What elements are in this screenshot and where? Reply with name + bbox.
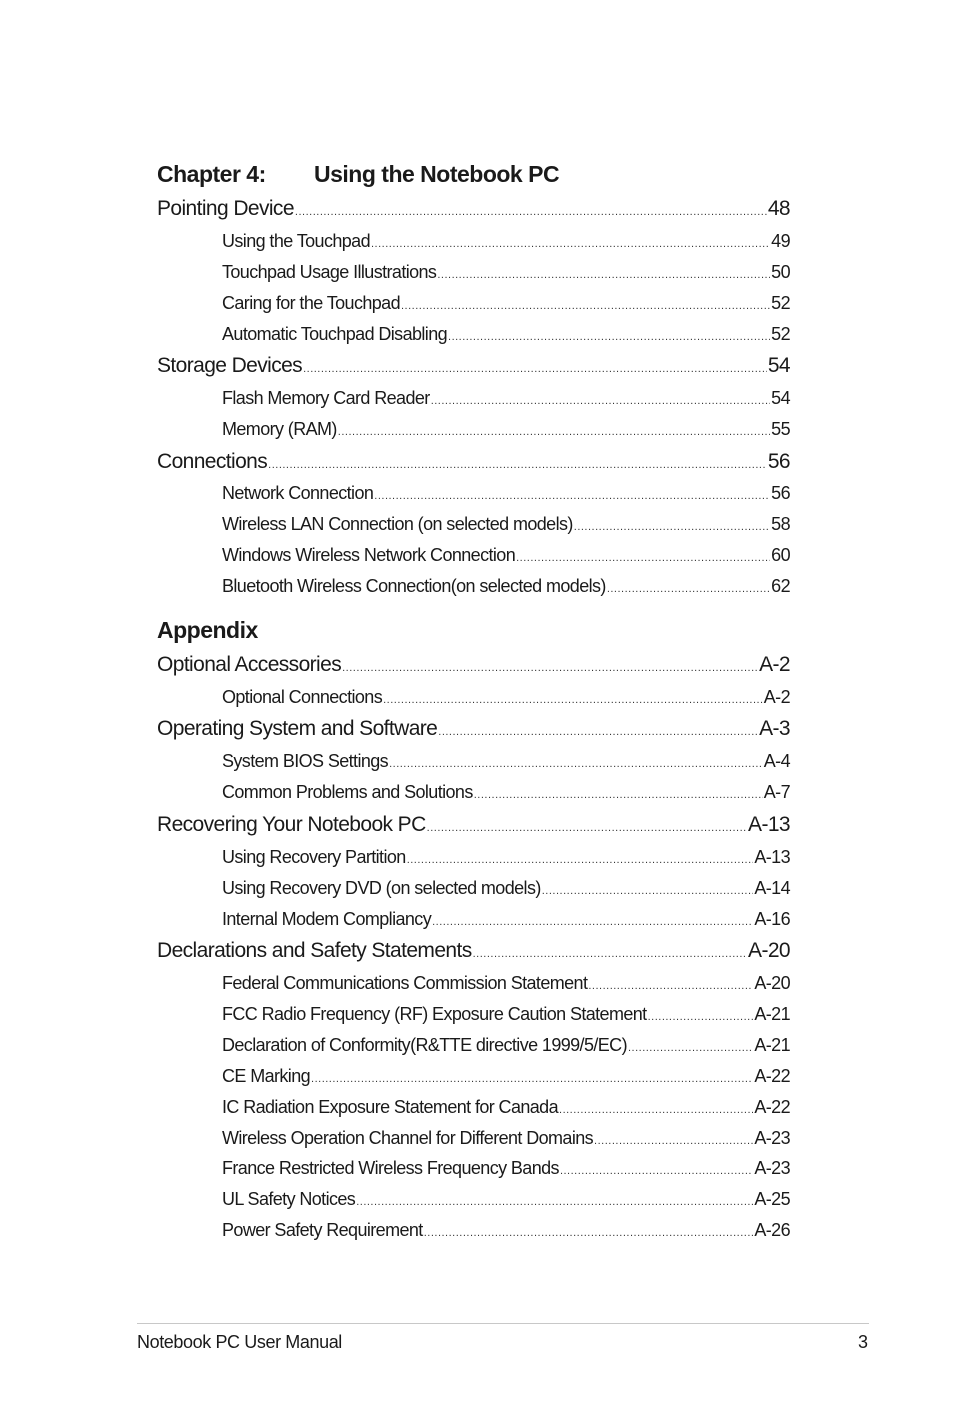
toc-entry-page: A-25 bbox=[754, 1189, 790, 1209]
toc-entry-optional-connections[interactable] bbox=[222, 687, 790, 708]
toc-entry-wireless-channel[interactable] bbox=[222, 1128, 790, 1149]
toc-entry-label: Using Recovery DVD (on selected models) bbox=[222, 878, 541, 898]
dot-leader bbox=[401, 300, 770, 312]
toc-entry-label: Optional Connections bbox=[222, 687, 383, 707]
dot-leader bbox=[432, 916, 753, 928]
dot-leader bbox=[389, 758, 763, 770]
toc-entry-label: FCC Radio Frequency (RF) Exposure Caution Statement bbox=[222, 1004, 647, 1024]
toc-entry-recovering[interactable] bbox=[157, 813, 790, 837]
toc-entry-page: 52 bbox=[771, 293, 790, 313]
toc-entry-flash-card-reader[interactable] bbox=[222, 388, 790, 409]
toc-entry-connections[interactable] bbox=[157, 450, 790, 474]
toc-entry-label: Pointing Device bbox=[157, 197, 294, 220]
toc-entry-storage-devices[interactable] bbox=[157, 354, 790, 378]
toc-entry-label: Connections bbox=[157, 450, 268, 473]
toc-entry-bios-settings[interactable] bbox=[222, 751, 790, 772]
toc-entry-label: Using Recovery Partition bbox=[222, 847, 406, 867]
toc-entry-label: Wireless Operation Channel for Different Domains bbox=[222, 1128, 594, 1148]
toc-entry-page: 48 bbox=[767, 197, 790, 220]
toc-entry-page: A-22 bbox=[754, 1097, 790, 1117]
toc-entry-caring-touchpad[interactable] bbox=[222, 293, 790, 314]
toc-entry-label: Internal Modem Compliancy bbox=[222, 909, 432, 929]
toc-entry-windows-wireless[interactable] bbox=[222, 545, 790, 566]
toc-entry-page: 56 bbox=[771, 483, 790, 503]
toc-entry-page: 62 bbox=[771, 576, 790, 596]
toc-entry-touchpad-usage[interactable] bbox=[222, 262, 790, 283]
toc-entry-page: 58 bbox=[771, 514, 790, 534]
toc-entry-recovery-dvd[interactable] bbox=[222, 878, 790, 899]
toc-entry-label: Network Connection bbox=[222, 483, 374, 503]
toc-entry-auto-touchpad-disabling[interactable] bbox=[222, 324, 790, 345]
toc-entry-page: A-4 bbox=[763, 751, 790, 771]
toc-entry-using-touchpad[interactable] bbox=[222, 231, 790, 252]
toc-entry-label: Operating System and Software bbox=[157, 717, 438, 740]
toc-entry-label: Wireless LAN Connection (on selected models) bbox=[222, 514, 573, 534]
toc-entry-label: Caring for the Touchpad bbox=[222, 293, 400, 313]
footer-manual-title: Notebook PC User Manual bbox=[137, 1332, 342, 1352]
dot-leader bbox=[437, 269, 770, 281]
toc-entry-page: A-16 bbox=[754, 909, 790, 929]
chapter-number: Chapter 4: bbox=[157, 161, 266, 187]
toc-entry-os-software[interactable] bbox=[157, 717, 790, 741]
dot-leader bbox=[542, 885, 754, 897]
toc-entry-page: 49 bbox=[771, 231, 790, 251]
toc-entry-page: A-2 bbox=[759, 653, 790, 676]
dot-leader bbox=[338, 426, 770, 438]
dot-leader bbox=[448, 331, 770, 343]
toc-entry-label: CE Marking bbox=[222, 1066, 311, 1086]
dot-leader bbox=[427, 822, 747, 834]
toc-entry-page: A-23 bbox=[754, 1128, 790, 1148]
toc-entry-optional-accessories[interactable] bbox=[157, 653, 790, 677]
toc-entry-page: 56 bbox=[767, 450, 790, 473]
toc-entry-declarations[interactable] bbox=[157, 939, 790, 963]
toc-entry-page: A-2 bbox=[763, 687, 790, 707]
toc-entry-page: A-21 bbox=[754, 1035, 790, 1055]
toc-entry-page: 60 bbox=[771, 545, 790, 565]
toc-entry-fcc-statement[interactable] bbox=[222, 973, 790, 994]
toc-entry-label: Common Problems and Solutions bbox=[222, 782, 473, 802]
toc-entry-label: Touchpad Usage Illustrations bbox=[222, 262, 437, 282]
toc-entry-network-connection[interactable] bbox=[222, 483, 790, 504]
toc-entry-declaration-conformity[interactable] bbox=[222, 1035, 790, 1056]
toc-entry-label: Automatic Touchpad Disabling bbox=[222, 324, 448, 344]
dot-leader bbox=[424, 1227, 754, 1239]
dot-leader bbox=[383, 694, 763, 706]
toc-entry-label: IC Radiation Exposure Statement for Canada bbox=[222, 1097, 559, 1117]
dot-leader bbox=[342, 662, 758, 674]
toc-entry-pointing-device[interactable] bbox=[157, 197, 790, 221]
toc-entry-label: System BIOS Settings bbox=[222, 751, 389, 771]
toc-entry-page: A-22 bbox=[754, 1066, 790, 1086]
appendix-title: Appendix bbox=[157, 617, 258, 643]
toc-entry-label: Memory (RAM) bbox=[222, 419, 337, 439]
toc-entry-page: 55 bbox=[771, 419, 790, 439]
toc-entry-page: A-3 bbox=[759, 717, 790, 740]
toc-entry-page: 54 bbox=[771, 388, 790, 408]
toc-entry-label: Using the Touchpad bbox=[222, 231, 370, 251]
toc-entry-recovery-partition[interactable] bbox=[222, 847, 790, 868]
dot-leader bbox=[303, 363, 767, 375]
toc-entry-label: Recovering Your Notebook PC bbox=[157, 813, 426, 836]
dot-leader bbox=[474, 789, 763, 801]
toc-entry-page: 50 bbox=[771, 262, 790, 282]
toc-entry-label: Power Safety Requirement bbox=[222, 1220, 423, 1240]
dot-leader bbox=[588, 980, 753, 992]
dot-leader bbox=[516, 552, 770, 564]
dot-leader bbox=[356, 1196, 753, 1208]
toc-entry-label: Optional Accessories bbox=[157, 653, 342, 676]
toc-entry-label: Federal Communications Commission Statement bbox=[222, 973, 588, 993]
chapter-title: Using the Notebook PC bbox=[314, 161, 560, 187]
dot-leader bbox=[374, 490, 770, 502]
toc-entry-page: A-13 bbox=[754, 847, 790, 867]
dot-leader bbox=[268, 459, 767, 471]
dot-leader bbox=[431, 395, 770, 407]
toc-entry-ce-marking[interactable] bbox=[222, 1066, 790, 1087]
dot-leader bbox=[559, 1104, 753, 1116]
toc-entry-fcc-rf-exposure[interactable] bbox=[222, 1004, 790, 1025]
toc-entry-label: Bluetooth Wireless Connection(on selected models) bbox=[222, 576, 606, 596]
chapter-title-wrap bbox=[314, 161, 559, 188]
toc-entry-page: A-23 bbox=[754, 1158, 790, 1178]
toc-entry-common-problems[interactable] bbox=[222, 782, 790, 803]
toc-entry-label: Storage Devices bbox=[157, 354, 303, 377]
dot-leader bbox=[594, 1135, 753, 1147]
dot-leader bbox=[407, 854, 754, 866]
toc-entry-page: A-20 bbox=[754, 973, 790, 993]
toc-entry-label: Declaration of Conformity(R&TTE directive 1999/5/EC) bbox=[222, 1035, 627, 1055]
toc-entry-france-restricted[interactable] bbox=[222, 1158, 790, 1179]
toc-entry-page: A-21 bbox=[754, 1004, 790, 1024]
dot-leader bbox=[628, 1042, 753, 1054]
toc-entry-ic-radiation[interactable] bbox=[222, 1097, 790, 1118]
toc-entry-label: Flash Memory Card Reader bbox=[222, 388, 430, 408]
toc-entry-wireless-lan[interactable] bbox=[222, 514, 790, 535]
footer-page-number: 3 bbox=[857, 1332, 868, 1352]
toc-entry-label: France Restricted Wireless Frequency Bands bbox=[222, 1158, 559, 1178]
toc-entry-page: A-13 bbox=[748, 813, 790, 836]
dot-leader bbox=[473, 948, 747, 960]
toc-entry-memory-ram[interactable] bbox=[222, 419, 790, 440]
dot-leader bbox=[607, 583, 770, 595]
toc-entry-page: 52 bbox=[771, 324, 790, 344]
appendix-heading bbox=[157, 617, 258, 644]
toc-entry-label: Windows Wireless Network Connection bbox=[222, 545, 516, 565]
toc-entry-ul-safety[interactable] bbox=[222, 1189, 790, 1210]
toc-entry-page: 54 bbox=[767, 354, 790, 377]
dot-leader bbox=[648, 1011, 754, 1023]
dot-leader bbox=[438, 726, 758, 738]
toc-entry-page: A-14 bbox=[754, 878, 790, 898]
toc-entry-power-safety[interactable] bbox=[222, 1220, 790, 1241]
toc-entry-modem-compliancy[interactable] bbox=[222, 909, 790, 930]
chapter-heading bbox=[157, 161, 266, 188]
dot-leader bbox=[311, 1073, 753, 1085]
toc-entry-page: A-7 bbox=[763, 782, 790, 802]
dot-leader bbox=[371, 238, 770, 250]
dot-leader bbox=[560, 1165, 753, 1177]
toc-entry-page: A-20 bbox=[748, 939, 790, 962]
toc-entry-page: A-26 bbox=[754, 1220, 790, 1240]
toc-entry-bluetooth[interactable] bbox=[222, 576, 790, 597]
dot-leader bbox=[295, 206, 767, 218]
dot-leader bbox=[574, 521, 770, 533]
toc-entry-label: Declarations and Safety Statements bbox=[157, 939, 472, 962]
toc-entry-label: UL Safety Notices bbox=[222, 1189, 356, 1209]
footer-divider bbox=[137, 1323, 869, 1324]
